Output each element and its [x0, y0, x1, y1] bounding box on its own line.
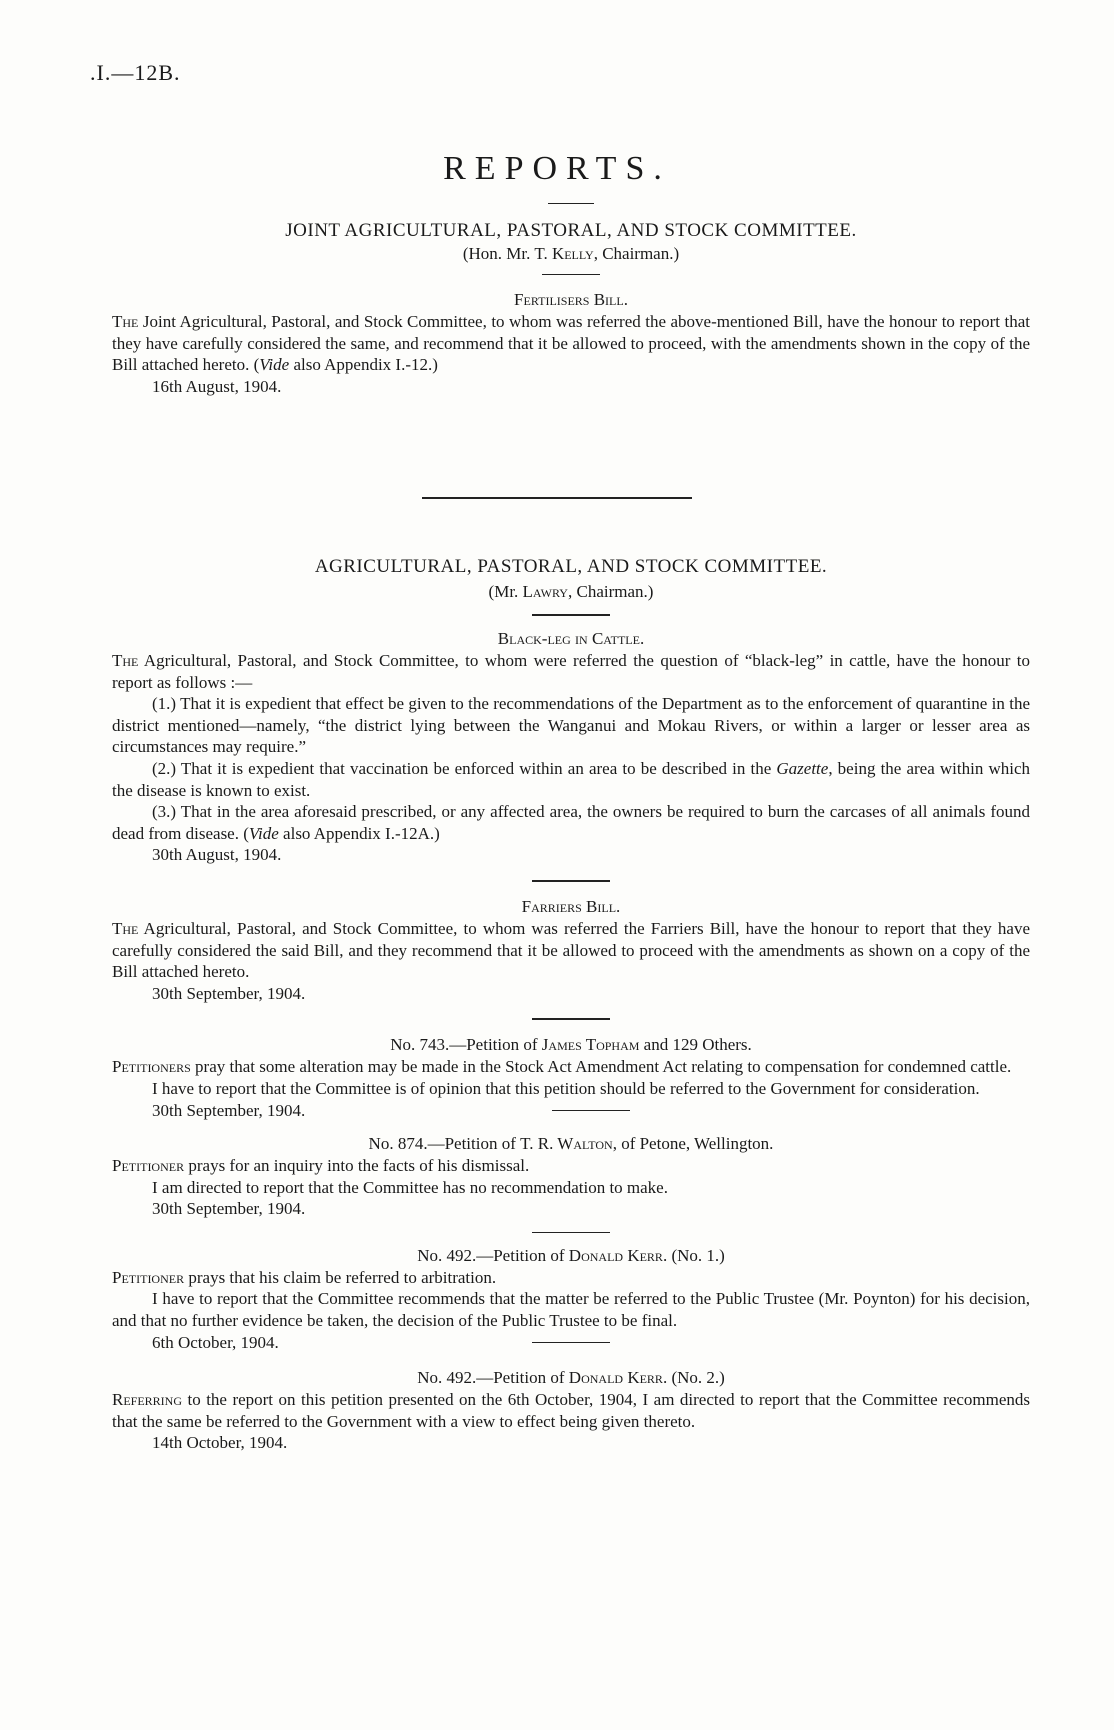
petition-874-title — [112, 1133, 1030, 1155]
vide: Vide — [248, 823, 279, 843]
petition-492-1-title — [112, 1245, 1030, 1267]
item-2-start: (2.) That it is expedient that vaccination be enforced within an area to be described in the — [152, 758, 777, 778]
lead-word: Petitioners — [112, 1057, 191, 1077]
lead-word: The — [112, 918, 139, 938]
report-date: 14th October, 1904. — [152, 1433, 288, 1453]
black-leg-item-3 — [112, 801, 1030, 844]
lead-word: The — [112, 312, 139, 331]
black-leg-intro — [112, 650, 1030, 693]
petition-492-2-title — [112, 1367, 1030, 1389]
prayer: pray that some alteration may be made in the Stock Act Amendment Act relating to compensation for condemned cattle. — [190, 1057, 1012, 1077]
item-3-start: (3.) That in the area aforesaid prescribed, or any affected area, the owners be required to burn the carcases of all animals found dead from disease. ( — [112, 802, 1030, 843]
vide: Vide — [259, 355, 290, 375]
title-prefix: No. 492.—Petition of — [417, 1368, 569, 1388]
report-body: Agricultural, Pastoral, and Stock Committee, to whom was referred the Farriers Bill, have the honour to report that they have carefully considered the said Bill, and they recommend that it be allowed to proceed with the amendments as shown on a copy of the Bill attached hereto. — [112, 918, 1030, 982]
title-prefix: No. 743.—Petition of — [390, 1035, 542, 1055]
joint-committee-section — [112, 203, 1030, 397]
divider — [552, 1110, 630, 1111]
petition-743-report: I have to report that the Committee is of opinion that this petition should be referred to the Government for consideration. — [152, 1078, 980, 1098]
title-prefix: No. 492.—Petition of — [417, 1245, 569, 1265]
report-body: Joint Agricultural, Pastoral, and Stock Committee, to whom was referred the above-mentioned Bill, have the honour to report that they have carefully considered the same, and recommend that it be allowed to proceed, with the amendments shown in the copy of the Bill attached hereto. ( — [112, 312, 1030, 375]
report-date: 6th October, 1904. — [152, 1332, 279, 1352]
item-3-end: also Appendix I.-12A.) — [278, 823, 440, 843]
report-body: to the report on this petition presented on the 6th October, 1904, I am directed to report that the Committee recommends that the same be referred to the Government with a view to effect being given thereto. — [112, 1390, 1030, 1431]
chair-name: Kelly — [551, 244, 594, 263]
black-leg-item-1: (1.) That it is expedient that effect be given to the recommendations of the Department as to the enforcement of quarantine in the district mentioned—namely, “the district lying between the Wanganui and Mokau Rivers, or within a larger or lesser area as circumstances may require.” — [112, 694, 1030, 757]
page-identifier: .I.—12B. — [90, 60, 181, 85]
prayer: prays that his claim be referred to arbitration. — [184, 1267, 497, 1287]
report-date: 30th September, 1904. — [152, 1199, 306, 1219]
report-body-end: also Appendix I.-12.) — [289, 355, 438, 375]
chair-suffix: , Chairman.) — [593, 244, 680, 263]
divider — [542, 274, 600, 275]
prayer: prays for an inquiry into the facts of his dismissal. — [184, 1156, 530, 1176]
report-date: 30th September, 1904. — [152, 1100, 306, 1120]
section-divider — [422, 497, 692, 499]
divider — [532, 1232, 610, 1233]
lead-word: Petitioner — [112, 1156, 185, 1176]
lead-word: Petitioner — [112, 1267, 185, 1287]
title-suffix: , of Petone, Wellington. — [612, 1134, 774, 1154]
chair-name: Lawry — [522, 582, 568, 601]
divider — [532, 614, 610, 616]
petition-492-2-report — [112, 1389, 1030, 1432]
joint-committee-name: JOINT AGRICULTURAL, PASTORAL, AND STOCK COMMITTEE. — [285, 220, 857, 241]
intro-body: Agricultural, Pastoral, and Stock Committee, to whom were referred the question of “black-leg” in cattle, have the honour to report as follows :— — [112, 651, 1030, 692]
report-date: 16th August, 1904. — [152, 376, 282, 396]
title-suffix: . (No. 1.) — [662, 1245, 725, 1265]
petition-492-1-prayer — [112, 1267, 1030, 1289]
divider — [532, 1342, 610, 1343]
item-2-end: , being the area within which the disease is known to exist. — [112, 758, 1030, 800]
chair-prefix: (Mr. — [488, 582, 523, 601]
report-date: 30th September, 1904. — [152, 983, 306, 1003]
petition-874-prayer — [112, 1155, 1030, 1177]
title-suffix: . (No. 2.) — [662, 1368, 725, 1388]
petition-743-prayer — [112, 1056, 1030, 1078]
report-date: 30th August, 1904. — [152, 845, 282, 865]
title-suffix: and 129 Others. — [639, 1035, 752, 1055]
petition-743-title — [112, 1034, 1030, 1056]
joint-committee-chair — [112, 244, 1030, 264]
fertilisers-bill-title: Fertilisers Bill. — [514, 290, 628, 309]
fertilisers-report — [112, 311, 1030, 376]
petitioner-name: James Topham — [541, 1035, 640, 1055]
divider — [532, 1018, 610, 1020]
page-title: REPORTS. — [443, 150, 671, 187]
lead-word: Referring — [112, 1390, 183, 1410]
petitioner-name: T. R. Walton — [520, 1134, 613, 1154]
farriers-bill-title: Farriers Bill. — [521, 896, 621, 916]
petitioner-name: Donald Kerr — [568, 1368, 663, 1388]
petitioner-name: Donald Kerr — [568, 1245, 663, 1265]
divider — [548, 203, 594, 204]
petition-492-1-report: I have to report that the Committee recommends that the matter be referred to the Public Trustee (Mr. Poynton) for his decision, and that no further evidence be taken, the decision of the Public Trustee to be final. — [112, 1289, 1030, 1331]
black-leg-item-2 — [112, 758, 1030, 801]
lead-word: The — [112, 651, 139, 670]
chair-suffix: , Chairman.) — [567, 582, 654, 601]
gazette: Gazette — [776, 758, 829, 778]
chair-prefix: (Hon. Mr. T. — [462, 244, 552, 263]
farriers-report — [112, 918, 1030, 983]
committee-name: AGRICULTURAL, PASTORAL, AND STOCK COMMITTEE. — [314, 556, 828, 577]
committee-chair — [112, 582, 1030, 602]
petition-874-report: I am directed to report that the Committee has no recommendation to make. — [152, 1177, 668, 1197]
black-leg-title: Black-leg in Cattle. — [497, 629, 645, 648]
committee-section — [112, 556, 1030, 1454]
divider — [532, 880, 610, 882]
title-prefix: No. 874.—Petition of — [368, 1134, 521, 1154]
